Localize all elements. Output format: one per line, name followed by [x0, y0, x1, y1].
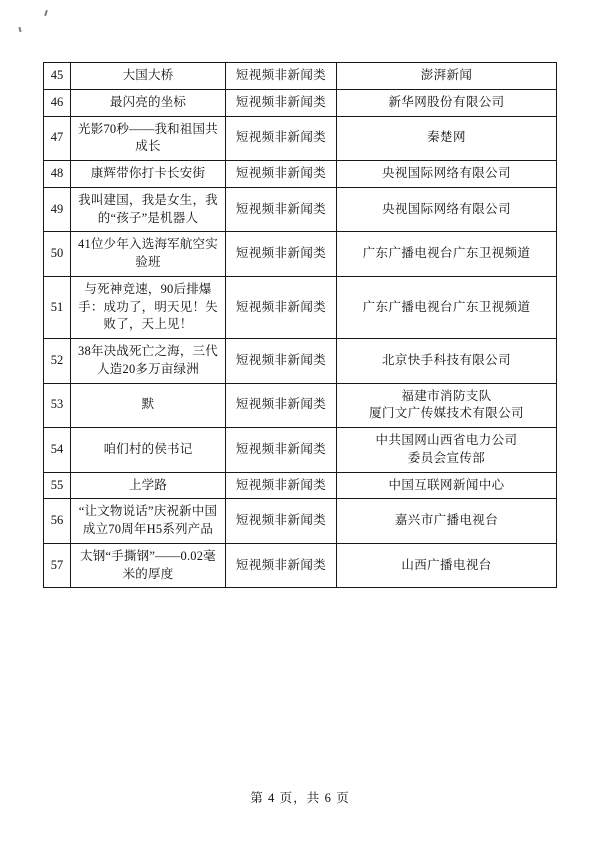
- cell-organization: 央视国际网络有限公司: [337, 161, 557, 188]
- table-row: [44, 232, 557, 277]
- table-row: [44, 63, 557, 90]
- table-row: [44, 383, 557, 428]
- scan-speck-icon: [18, 27, 21, 32]
- cell-category: 短视频非新闻类: [226, 543, 337, 588]
- cell-category: 短视频非新闻类: [226, 383, 337, 428]
- cell-organization: 秦楚网: [337, 116, 557, 161]
- table-row: [44, 428, 557, 473]
- cell-title: 咱们村的侯书记: [71, 428, 226, 473]
- cell-organization: 山西广播电视台: [337, 543, 557, 588]
- cell-category: 短视频非新闻类: [226, 472, 337, 499]
- cell-category: 短视频非新闻类: [226, 499, 337, 544]
- cell-organization: 中共国网山西省电力公司 委员会宣传部: [337, 428, 557, 473]
- cell-title: “让文物说话”庆祝新中国成立70周年H5系列产品: [71, 499, 226, 544]
- table-row: [44, 187, 557, 232]
- table-row: [44, 339, 557, 384]
- table-row: [44, 543, 557, 588]
- cell-organization: 北京快手科技有限公司: [337, 339, 557, 384]
- cell-category: 短视频非新闻类: [226, 339, 337, 384]
- cell-category: 短视频非新闻类: [226, 428, 337, 473]
- cell-title: 41位少年入选海军航空实验班: [71, 232, 226, 277]
- table-row: [44, 499, 557, 544]
- cell-organization: 中国互联网新闻中心: [337, 472, 557, 499]
- cell-category: 短视频非新闻类: [226, 276, 337, 338]
- cell-index: 48: [44, 161, 71, 188]
- cell-organization: 央视国际网络有限公司: [337, 187, 557, 232]
- cell-organization: 广东广播电视台广东卫视频道: [337, 232, 557, 277]
- cell-index: 51: [44, 276, 71, 338]
- table-row: [44, 276, 557, 338]
- cell-category: 短视频非新闻类: [226, 187, 337, 232]
- table-body: [44, 63, 557, 588]
- cell-title: 默: [71, 383, 226, 428]
- cell-index: 52: [44, 339, 71, 384]
- cell-category: 短视频非新闻类: [226, 161, 337, 188]
- cell-organization: 福建市消防支队 厦门文广传媒技术有限公司: [337, 383, 557, 428]
- cell-organization: 澎湃新闻: [337, 63, 557, 90]
- cell-index: 54: [44, 428, 71, 473]
- cell-title: 我叫建国，我是女生，我的“孩子”是机器人: [71, 187, 226, 232]
- cell-index: 55: [44, 472, 71, 499]
- cell-index: 45: [44, 63, 71, 90]
- cell-index: 53: [44, 383, 71, 428]
- cell-index: 57: [44, 543, 71, 588]
- cell-title: 光影70秒——我和祖国共成长: [71, 116, 226, 161]
- cell-organization: 新华网股份有限公司: [337, 89, 557, 116]
- table-row: [44, 161, 557, 188]
- scan-speck-icon: [44, 10, 48, 16]
- cell-category: 短视频非新闻类: [226, 116, 337, 161]
- cell-index: 47: [44, 116, 71, 161]
- cell-index: 50: [44, 232, 71, 277]
- cell-title: 上学路: [71, 472, 226, 499]
- cell-category: 短视频非新闻类: [226, 232, 337, 277]
- cell-title: 最闪亮的坐标: [71, 89, 226, 116]
- cell-index: 56: [44, 499, 71, 544]
- cell-title: 太钢“手撕钢”——0.02毫米的厚度: [71, 543, 226, 588]
- cell-category: 短视频非新闻类: [226, 63, 337, 90]
- table-row: [44, 89, 557, 116]
- cell-title: 大国大桥: [71, 63, 226, 90]
- award-entries-table: [43, 62, 557, 588]
- table-row: [44, 472, 557, 499]
- cell-organization: 嘉兴市广播电视台: [337, 499, 557, 544]
- cell-title: 38年决战死亡之海，三代人造20多万亩绿洲: [71, 339, 226, 384]
- cell-title: 康辉带你打卡长安街: [71, 161, 226, 188]
- cell-category: 短视频非新闻类: [226, 89, 337, 116]
- table-row: [44, 116, 557, 161]
- cell-index: 46: [44, 89, 71, 116]
- cell-index: 49: [44, 187, 71, 232]
- cell-title: 与死神竞速，90后排爆手：成功了，明天见！失败了，天上见！: [71, 276, 226, 338]
- cell-organization: 广东广播电视台广东卫视频道: [337, 276, 557, 338]
- page-footer: 第 4 页，共 6 页: [250, 791, 350, 805]
